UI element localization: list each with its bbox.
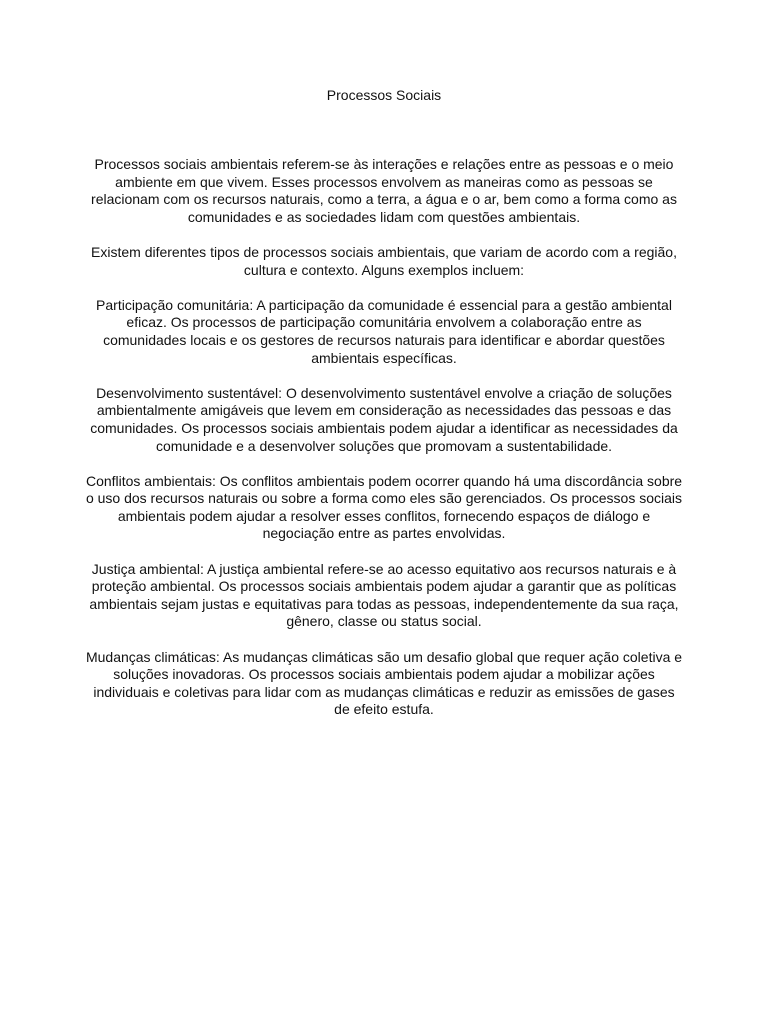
paragraph-desenvolvimento-sustentavel: Desenvolvimento sustentável: O desenvolvimento sustentável envolve a criação de soluções ambientalmente amigáveis que levem em consideração as necessidades das pessoas e das comunidades. Os processos sociais ambientais podem ajudar a identificar as necessidades da comunidade e a desenvolver soluções que promovam a sustentabilidade. <box>90 384 678 454</box>
paragraph-conflitos-ambientais: Conflitos ambientais: Os conflitos ambientais podem ocorrer quando há uma discordância sobre o uso dos recursos naturais ou sobre a forma como eles são gerenciados. Os processos sociais ambientais podem ajudar a resolver esses conflitos, fornecendo espaços de diálogo e negociação entre as partes envolvidas. <box>85 472 683 542</box>
paragraph-intro: Processos sociais ambientais referem-se às interações e relações entre as pessoas e o meio ambiente em que vivem. Esses processos envolvem as maneiras como as pessoas se relacionam com os recursos naturais, como a terra, a água e o ar, bem como a forma como as comunidades e as sociedades lidam com questões ambientais. <box>91 156 677 225</box>
paragraph-types: Existem diferentes tipos de processos sociais ambientais, que variam de acordo com a região, cultura e contexto. Alguns exemplos incluem: <box>91 243 677 278</box>
document-body <box>84 156 684 737</box>
document-title: Processos Sociais <box>326 87 442 103</box>
paragraph-participacao-comunitaria: Participação comunitária: A participação da comunidade é essencial para a gestão ambiental eficaz. Os processos de participação comunitária envolvem a colaboração entre as comunidades locais e os gestores de recursos naturais para identificar e abordar questões ambientais específicas. <box>96 296 672 366</box>
paragraph-justica-ambiental: Justiça ambiental: A justiça ambiental refere-se ao acesso equitativo aos recursos naturais e à proteção ambiental. Os processos sociais ambientais podem ajudar a garantir que as políticas ambientais sejam justas e equitativas para todas as pessoas, independentemente da sua raça, gênero, classe ou status social. <box>89 560 679 630</box>
paragraph-mudancas-climaticas: Mudanças climáticas: As mudanças climáticas são um desafio global que requer ação coletiva e soluções inovadoras. Os processos sociais ambientais podem ajudar a mobilizar ações individuais e coletivas para lidar com as mudanças climáticas e reduzir as emissões de gases de efeito estufa. <box>85 648 683 718</box>
